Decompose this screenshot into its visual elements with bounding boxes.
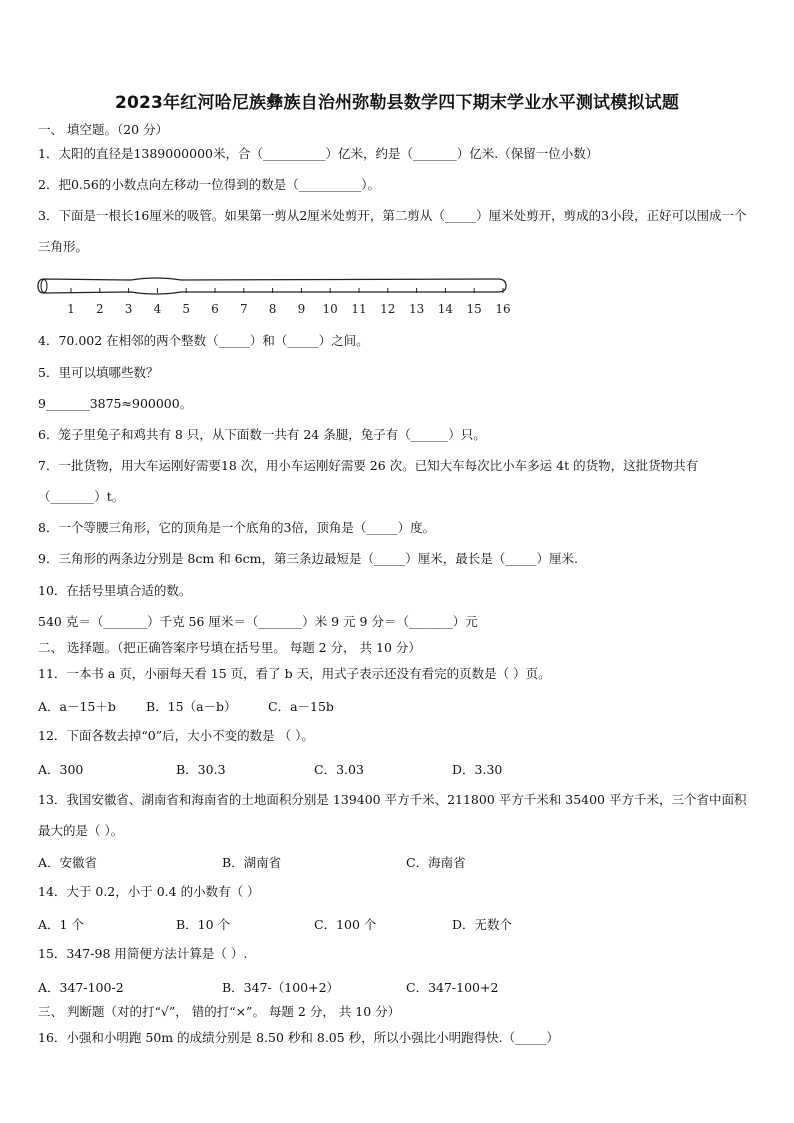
question-5: 5．里可以填哪些数？ [38,365,159,380]
option-a: A．安徽省 [38,855,98,870]
question-14: 14．大于 0.2，小于 0.4 的小数有（ ） [38,884,260,899]
ruler-tick-label: 16 [495,302,511,316]
ruler-tick-label: 5 [182,302,191,316]
ruler-tick-label: 14 [437,302,454,316]
option-c: C．347-100+2 [406,980,499,995]
option-b: B．湖南省 [222,855,282,870]
option-d: D．无数个 [452,917,513,932]
ruler-labels [67,302,510,316]
ruler-tick-label: 7 [239,302,248,316]
option-b: B．10 个 [176,917,231,932]
section-true-false: 三、 判断题（对的打“√”， 错的打“×”。 每题 2 分， 共 10 分） [38,1004,401,1019]
page-title: 2023年红河哈尼族彝族自治州弥勒县数学四下期末学业水平测试模拟试题 [114,93,680,113]
option-a: A．a－15＋b [38,699,116,714]
option-a: A．347-100-2 [38,980,124,995]
question-7: 7．一批货物，用大车运刚好需要18 次，用小车运刚好需要 26 次。已知大车每次比小车多运 4t 的货物，这批货物共有（_______）t。 [38,458,699,504]
option-c: C．100 个 [314,917,377,932]
question-6: 6．笼子里兔子和鸡共有 8 只，从下面数一共有 24 条腿，兔子有（______）只。 [38,427,486,442]
ruler-tick-label: 13 [408,302,425,316]
option-c: C．a－15b [268,699,334,714]
ruler-tick-label: 2 [95,302,104,316]
straw-left-opening [41,280,47,293]
ruler-tick-label: 3 [124,302,133,316]
option-b: B．30.3 [176,762,226,777]
option-b: B．15（a－b） [146,699,237,714]
option-a: A．1 个 [38,917,84,932]
ruler-tick-label: 1 [67,302,75,316]
question-1: 1．太阳的直径是1389000000米，合（__________）亿米，约是（_______）亿米.（保留一位小数） [38,146,599,161]
question-11: 11．一本书 a 页，小丽每天看 15 页，看了 b 天，用式子表示还没有看完的页数是（ ）页。 [38,666,551,681]
section-multiple-choice: 二、 选择题。（把正确答案序号填在括号里。 每题 2 分， 共 10 分） [38,640,421,655]
question-10-line: 540 克＝（_______）千克 56 厘米＝（_______）米 9 元 9 分＝（_______）元 [38,614,478,629]
question-16: 16．小强和小明跑 50m 的成绩分别是 8.50 秒和 8.05 秒，所以小强比小明跑得快.（_____） [38,1030,559,1045]
ruler-tick-label: 6 [211,302,219,316]
ruler-tick-label: 9 [297,302,306,316]
ruler-tick-label: 11 [351,302,367,316]
ruler-tick-label: 15 [466,302,482,316]
option-d: D．3.30 [452,762,503,777]
question-8: 8．一个等腰三角形，它的顶角是一个底角的3倍，顶角是（_____）度。 [38,520,436,535]
option-a: A．300 [38,762,84,777]
question-9: 9．三角形的两条边分别是 8cm 和 6cm，第三条边最短是（_____）厘米，最长是（_____）厘米. [38,551,578,566]
ruler-tick-label: 12 [380,302,396,316]
question-15: 15．347-98 用简便方法计算是（ ）. [38,946,248,961]
question-10: 10．在括号里填合适的数。 [38,583,192,598]
option-c: C．3.03 [314,762,364,777]
question-5-line: 9_______3875≈900000。 [38,396,193,411]
straw-ruler-figure [36,270,516,320]
question-13: 13．我国安徽省、湖南省和海南省的土地面积分别是 139400 平方千米、211800 平方千米和 35400 平方千米，三个省中面积最大的是（ ）。 [38,792,747,838]
ruler-tick-label: 8 [268,302,277,316]
section-fill-in: 一、 填空题。（20 分） [38,122,169,137]
ruler-tick-label: 4 [153,302,162,316]
option-c: C．海南省 [406,855,466,870]
question-4: 4．70.002 在相邻的两个整数（_____）和（_____）之间。 [38,333,369,348]
question-12: 12．下面各数去掉“0”后，大小不变的数是 （ ）。 [38,728,314,743]
straw-outline [38,278,506,294]
question-2: 2．把0.56的小数点向左移动一位得到的数是（__________）。 [38,177,381,192]
option-b: B．347-（100+2） [222,980,340,995]
question-3: 3．下面是一根长16厘米的吸管。如果第一剪从2厘米处剪开，第二剪从（_____）厘米处剪开，剪成的3小段，正好可以围成一个三角形。 [38,208,747,254]
ruler-tick-label: 10 [322,302,338,316]
